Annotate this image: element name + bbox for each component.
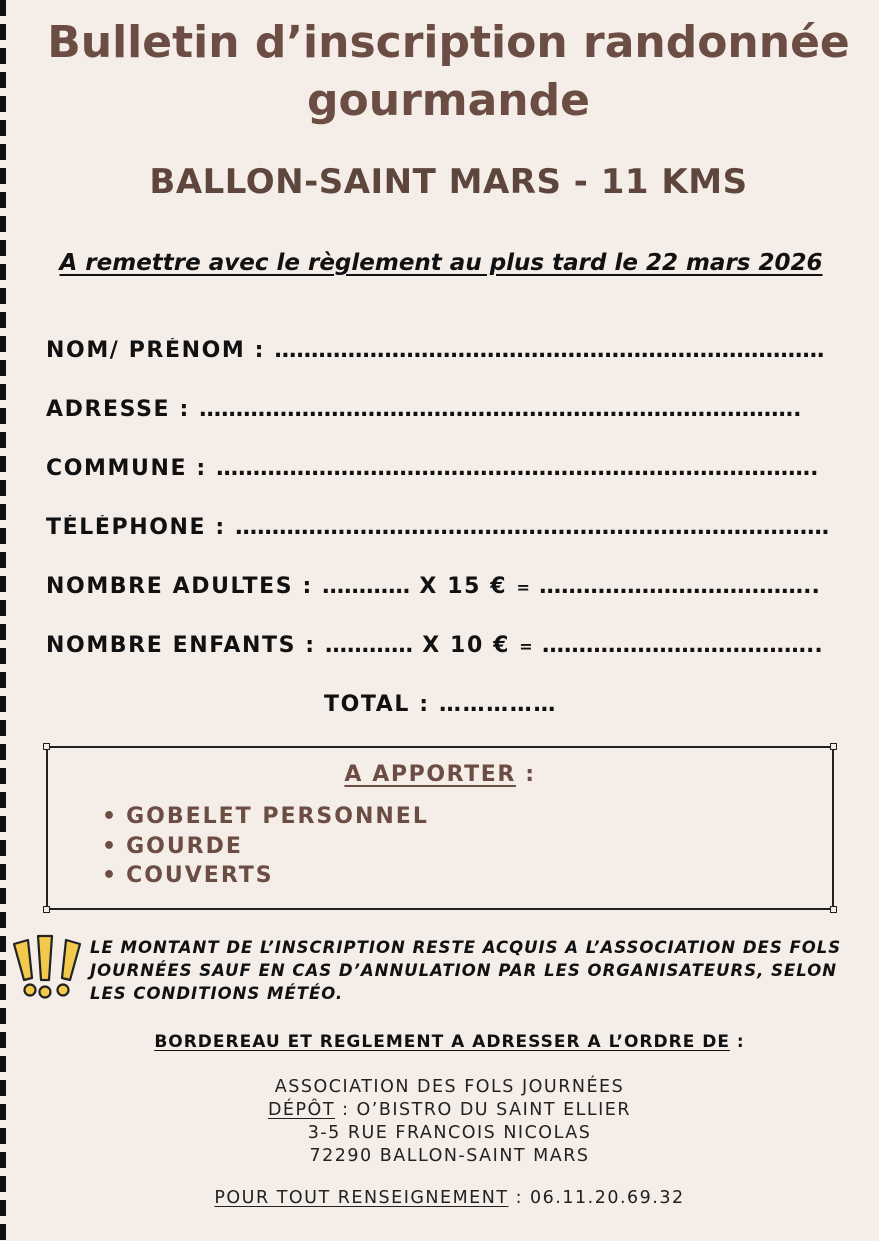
box-corner-handle	[830, 906, 837, 913]
field-blank[interactable]: ……………………………………………………………………….	[216, 456, 819, 481]
title-line-1: Bulletin d’inscription randonnée	[47, 17, 850, 68]
equals-sign: =	[516, 578, 532, 597]
deadline-notice: A remettre avec le règlement au plus tard le 22 mars 2026	[59, 250, 823, 276]
items-to-bring-list	[102, 802, 429, 891]
exclamation-marks-icon	[12, 932, 84, 1006]
field-telephone[interactable]	[46, 515, 846, 574]
field-label: NOM/ PRÉNOM :	[46, 338, 275, 363]
cancellation-warning: LE MONTANT DE L’INSCRIPTION RESTE ACQUIS A L’ASSOCIATION DES FOLS JOURNÉES SAUF EN CAS D’ANNULATION PAR LES ORGANISATEURS, SELON LES CONDITIONS MÉTÉO.	[90, 938, 842, 1003]
field-blank[interactable]: …………………………………………………………………	[274, 338, 825, 363]
children-count-blank[interactable]: …………	[324, 633, 413, 658]
items-to-bring-heading: A APPORTER	[344, 762, 516, 787]
field-label: COMMUNE :	[46, 456, 217, 481]
field-total[interactable]	[324, 692, 557, 717]
box-corner-handle	[43, 743, 50, 750]
page-title	[0, 14, 879, 130]
form-fields	[46, 338, 846, 692]
contact-info	[0, 1188, 879, 1208]
adults-price: X 15 €	[410, 574, 517, 599]
city-line: 72290 BALLON-SAINT MARS	[309, 1146, 590, 1166]
field-nombre-adultes[interactable]	[46, 574, 846, 633]
field-nombre-enfants[interactable]	[46, 633, 846, 692]
items-to-bring-box	[46, 746, 834, 910]
children-price: X 10 €	[412, 633, 520, 658]
box-corner-handle	[43, 906, 50, 913]
field-nom-prenom[interactable]	[46, 338, 846, 397]
items-to-bring-title	[48, 762, 832, 787]
association-name: ASSOCIATION DES FOLS JOURNÉES	[274, 1077, 625, 1097]
field-label: TÉLÉPHONE :	[46, 515, 236, 540]
equals-sign: =	[519, 637, 535, 656]
mailing-address	[0, 1076, 879, 1168]
field-commune[interactable]	[46, 456, 846, 515]
field-blank[interactable]: ……………………………………………………………………….	[199, 397, 802, 422]
payment-instructions-text: BORDEREAU ET REGLEMENT A ADRESSER A L’ORDRE DE	[154, 1032, 730, 1052]
heading-colon: :	[515, 762, 536, 787]
depot-line	[20, 1099, 879, 1122]
list-item: • COUVERTS	[102, 861, 429, 891]
list-item: • GOURDE	[102, 832, 429, 862]
adults-count-blank[interactable]: …………	[322, 574, 411, 599]
payment-instructions-heading	[0, 1032, 879, 1052]
box-corner-handle	[830, 743, 837, 750]
depot-value: : O’BISTRO DU SAINT ELLIER	[335, 1100, 632, 1120]
field-adresse[interactable]	[46, 397, 846, 456]
adults-total-blank[interactable]: ………………………………..	[531, 574, 820, 599]
list-item: • GOBELET PERSONNEL	[102, 802, 429, 832]
depot-label: DÉPÔT	[267, 1100, 336, 1120]
contact-phone[interactable]: : 06.11.20.69.32	[508, 1188, 685, 1208]
total-label: TOTAL :	[324, 692, 439, 717]
field-blank[interactable]: ………………………………………………………………………	[235, 515, 830, 540]
field-label: NOMBRE ENFANTS :	[46, 633, 325, 658]
page-subtitle: BALLON-SAINT MARS - 11 KMS	[149, 162, 748, 202]
heading-colon: :	[729, 1032, 745, 1052]
field-label: ADRESSE :	[46, 397, 200, 422]
total-blank[interactable]: ……………	[438, 692, 557, 717]
contact-label: POUR TOUT RENSEIGNEMENT	[214, 1188, 509, 1208]
children-total-blank[interactable]: ………………………………..	[534, 633, 823, 658]
title-line-2: gourmande	[307, 75, 590, 126]
field-label: NOMBRE ADULTES :	[46, 574, 323, 599]
street-line: 3-5 RUE FRANCOIS NICOLAS	[307, 1123, 592, 1143]
